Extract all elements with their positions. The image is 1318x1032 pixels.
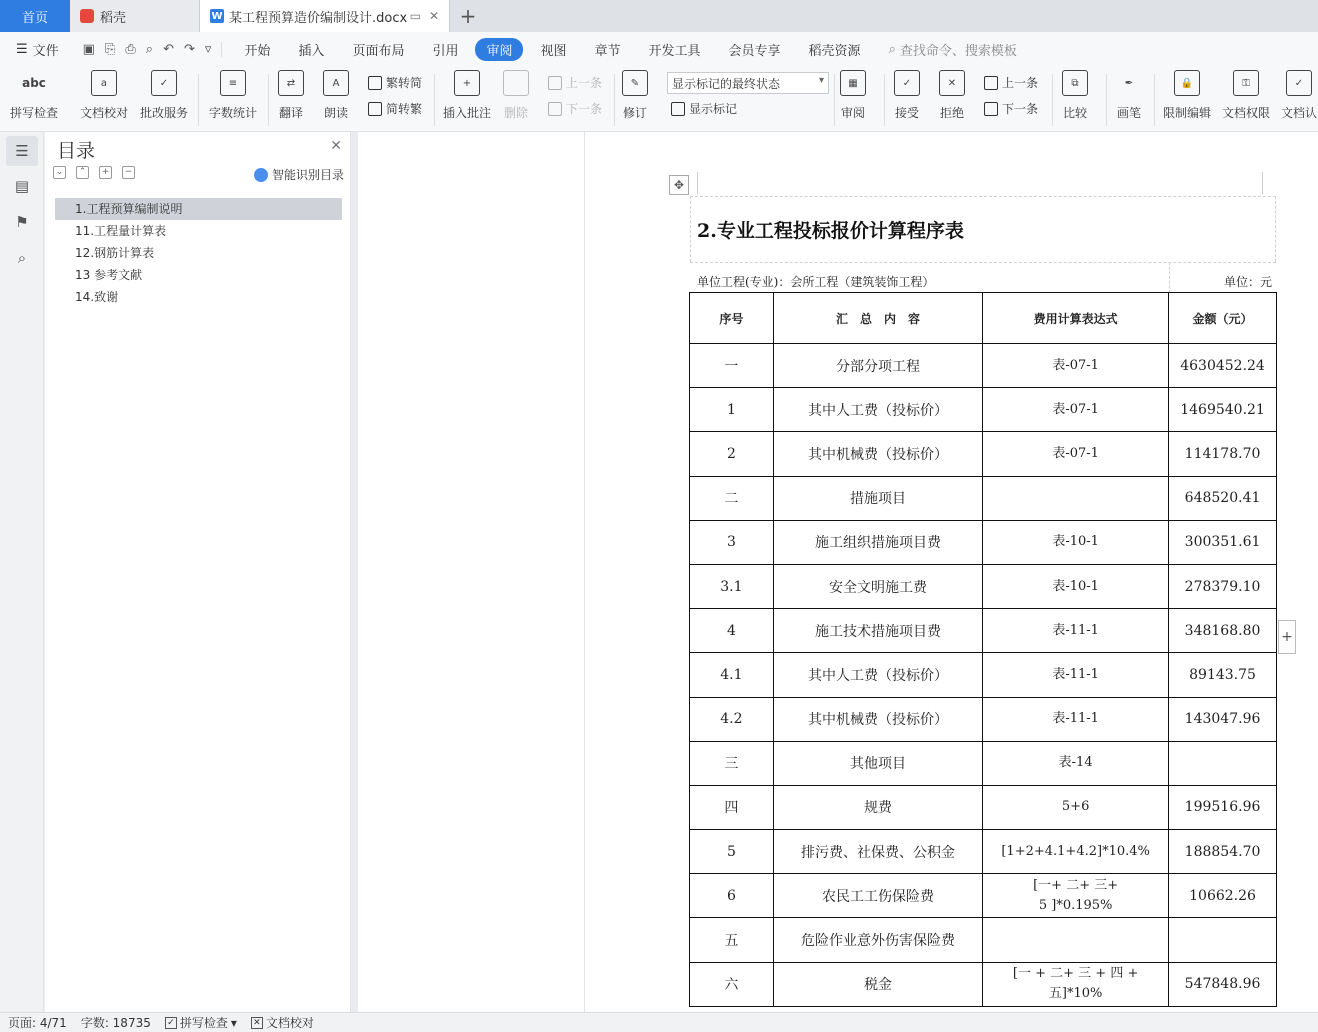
cell-amount[interactable]: 300351.61 xyxy=(1169,520,1277,564)
cell-index[interactable]: 6 xyxy=(690,874,774,918)
table-header-row xyxy=(690,293,1277,344)
prev-comment-label: 上一条 xyxy=(566,76,603,90)
table-row xyxy=(690,564,1277,608)
next-comment-icon xyxy=(548,102,562,116)
cell-amount[interactable]: 547848.96 xyxy=(1169,962,1277,1006)
cell-content[interactable]: 农民工工伤保险费 xyxy=(773,874,982,918)
col-header-amount: 金额（元） xyxy=(1169,293,1277,344)
smart-toc-button[interactable] xyxy=(254,166,344,183)
undo-icon[interactable]: ↶ xyxy=(163,41,174,57)
read-aloud-button[interactable] xyxy=(323,70,349,121)
read-aloud-label: 朗读 xyxy=(323,106,348,120)
expand-all-icon[interactable]: + xyxy=(99,166,112,179)
cell-index[interactable]: 2 xyxy=(690,432,774,476)
doc-permission-icon: ⚿ xyxy=(1233,70,1259,96)
cell-index[interactable]: 3.1 xyxy=(690,564,774,608)
cell-amount[interactable]: 188854.70 xyxy=(1169,830,1277,874)
cell-expression[interactable]: 表-10-1 xyxy=(983,564,1169,608)
status-bar xyxy=(0,1012,1318,1032)
chapter-nav-icon[interactable]: ▤ xyxy=(14,177,30,195)
revise-service-button[interactable] xyxy=(140,70,188,121)
review-ribbon xyxy=(0,66,1318,132)
unit-project-label: 单位工程(专业)：会所工程（建筑装饰工程） xyxy=(697,275,935,289)
revise-service-label: 批改服务 xyxy=(140,106,189,120)
table-row xyxy=(690,962,1277,1006)
tab-document-label: 某工程预算造价编制设计.docx xyxy=(229,10,408,26)
cell-content[interactable]: 其他项目 xyxy=(773,741,982,785)
cell-index[interactable]: 5 xyxy=(690,830,774,874)
table-row xyxy=(690,432,1277,476)
table-row xyxy=(690,918,1277,962)
insert-comment-icon: + xyxy=(454,70,480,96)
table-row xyxy=(690,609,1277,653)
left-nav-strip xyxy=(0,132,44,1012)
tab-home[interactable]: 首页 xyxy=(0,0,70,32)
quick-access-toolbar xyxy=(73,42,223,57)
cell-index[interactable]: 3 xyxy=(690,520,774,564)
compare-icon: ⧉ xyxy=(1062,70,1088,96)
table-row xyxy=(690,741,1277,785)
track-changes-button[interactable] xyxy=(622,70,648,121)
cell-content[interactable]: 施工组织措施项目费 xyxy=(773,520,982,564)
page-margin-area xyxy=(358,132,584,1012)
cell-content[interactable]: 其中机械费（投标价） xyxy=(773,432,982,476)
collapse-down-icon[interactable]: ⌄ xyxy=(53,166,66,179)
page-indicator[interactable]: 页面: 4/71 xyxy=(8,1016,67,1030)
hamburger-icon: ☰ xyxy=(16,41,28,57)
menu-member[interactable]: 会员专享 xyxy=(728,43,781,59)
menu-insert[interactable]: 插入 xyxy=(298,43,325,59)
spell-check-icon: abc xyxy=(22,76,46,90)
simp-to-trad-icon xyxy=(368,102,382,116)
accept-label: 接受 xyxy=(894,106,919,120)
cell-amount[interactable]: 143047.96 xyxy=(1169,697,1277,741)
insert-comment-button[interactable] xyxy=(443,70,491,121)
reject-icon: ✕ xyxy=(939,70,965,96)
review-pane-button[interactable] xyxy=(840,70,866,121)
toc-item[interactable]: 12.钢筋计算表 xyxy=(75,246,155,260)
show-markup-button[interactable] xyxy=(671,100,737,117)
table-row xyxy=(690,653,1277,697)
cell-amount[interactable]: 648520.41 xyxy=(1169,476,1277,520)
spell-check-button[interactable] xyxy=(10,70,58,121)
collapse-up-icon[interactable]: ⌃ xyxy=(76,166,89,179)
next-change-button[interactable] xyxy=(984,100,1038,117)
translate-label: 翻译 xyxy=(278,106,303,120)
cell-amount[interactable]: 199516.96 xyxy=(1169,785,1277,829)
word-doc-icon: W xyxy=(211,10,223,22)
cell-expression[interactable]: 表-11-1 xyxy=(983,653,1169,697)
reject-button[interactable] xyxy=(939,70,965,121)
toc-nav-icon[interactable]: ☰ xyxy=(6,136,38,166)
cell-amount[interactable]: 278379.10 xyxy=(1169,564,1277,608)
track-changes-icon: ✎ xyxy=(622,70,648,96)
close-icon[interactable]: ✕ xyxy=(330,138,342,154)
revise-service-icon: ✓ xyxy=(151,70,177,96)
cell-content[interactable]: 危险作业意外伤害保险费 xyxy=(773,918,982,962)
cell-index[interactable]: 二 xyxy=(690,476,774,520)
toc-title: 目录 xyxy=(57,140,96,162)
col-header-index: 序号 xyxy=(690,293,774,344)
cell-expression[interactable]: 表-07-1 xyxy=(983,344,1169,388)
cell-index[interactable]: 4 xyxy=(690,609,774,653)
cell-index[interactable]: 四 xyxy=(690,785,774,829)
restrict-edit-button[interactable] xyxy=(1163,70,1211,121)
cell-index[interactable]: 一 xyxy=(690,344,774,388)
accept-button[interactable] xyxy=(894,70,920,121)
menu-chapter[interactable]: 章节 xyxy=(594,43,621,59)
toc-list xyxy=(55,198,342,308)
cell-index[interactable]: 1 xyxy=(690,388,774,432)
cell-index[interactable]: 4.2 xyxy=(690,697,774,741)
bookmark-icon[interactable]: ⚑ xyxy=(15,213,29,231)
translate-button[interactable] xyxy=(278,70,304,121)
cell-amount[interactable]: 348168.80 xyxy=(1169,609,1277,653)
cell-amount[interactable]: 89143.75 xyxy=(1169,653,1277,697)
doc-permission-button[interactable] xyxy=(1222,70,1270,121)
doc-proof-icon: a xyxy=(91,70,117,96)
page-top-margin xyxy=(697,172,1263,194)
menu-daoke-resources[interactable]: 稻壳资源 xyxy=(808,43,861,59)
menu-review[interactable]: 审阅 xyxy=(475,38,523,61)
cell-amount[interactable]: 10662.26 xyxy=(1169,874,1277,918)
cell-expression[interactable]: [一 + 二+ 三 + 四 + 五]*10% xyxy=(983,962,1169,1006)
table-row xyxy=(690,520,1277,564)
cell-content[interactable]: 分部分项工程 xyxy=(773,344,982,388)
doc-cert-label: 文档认 xyxy=(1281,106,1318,120)
doc-permission-label: 文档权限 xyxy=(1222,106,1271,120)
reject-label: 拒绝 xyxy=(939,106,964,120)
cell-index[interactable]: 五 xyxy=(690,918,774,962)
col-header-content: 汇 总 内 容 xyxy=(773,293,982,344)
cell-amount[interactable] xyxy=(1169,741,1277,785)
delete-comment-label: 删除 xyxy=(503,106,528,120)
pen-icon: ✒ xyxy=(1124,77,1134,89)
pen-label: 画笔 xyxy=(1116,106,1141,120)
unit-label: 单位：元 xyxy=(1223,275,1272,289)
cell-content[interactable]: 措施项目 xyxy=(773,476,982,520)
table-row xyxy=(690,830,1277,874)
trad-to-simp-label: 繁转简 xyxy=(386,76,423,90)
compare-label: 比较 xyxy=(1062,106,1087,120)
next-comment-label: 下一条 xyxy=(566,102,603,116)
word-count-button[interactable] xyxy=(209,70,257,121)
unit-divider xyxy=(1169,262,1170,293)
review-pane-icon: ▦ xyxy=(840,70,866,96)
cell-index[interactable]: 三 xyxy=(690,741,774,785)
check-icon: ✓ xyxy=(165,1017,177,1029)
cell-index[interactable]: 六 xyxy=(690,962,774,1006)
save-icon[interactable]: ▣ xyxy=(82,41,95,57)
show-markup-label: 显示标记 xyxy=(689,102,738,116)
cell-content[interactable]: 规费 xyxy=(773,785,982,829)
table-row xyxy=(690,697,1277,741)
collapse-all-icon[interactable]: − xyxy=(122,166,135,179)
file-menu-label: 文件 xyxy=(32,43,59,59)
cell-content[interactable]: 其中人工费（投标价） xyxy=(773,388,982,432)
new-tab-button[interactable]: + xyxy=(459,4,477,28)
cell-amount[interactable]: 4630452.24 xyxy=(1169,344,1277,388)
menu-developer[interactable]: 开发工具 xyxy=(648,43,701,59)
toc-level-buttons xyxy=(53,166,135,179)
accept-icon: ✓ xyxy=(894,70,920,96)
toc-item[interactable]: 14.致谢 xyxy=(75,290,119,304)
cell-expression[interactable]: 表-10-1 xyxy=(983,520,1169,564)
cell-expression[interactable] xyxy=(983,476,1169,520)
cell-content[interactable]: 税金 xyxy=(773,962,982,1006)
command-search-placeholder: 查找命令、搜索模板 xyxy=(899,43,1017,59)
search-icon: ⌕ xyxy=(888,41,896,57)
prev-change-icon xyxy=(984,76,998,90)
toc-item[interactable]: 13 参考文献 xyxy=(75,268,143,282)
daoke-logo-icon xyxy=(80,9,94,23)
tab-daoke[interactable] xyxy=(70,0,200,32)
prev-change-label: 上一条 xyxy=(1002,76,1039,90)
menu-start[interactable]: 开始 xyxy=(244,43,271,59)
status-proof-label: 文档校对 xyxy=(265,1016,314,1030)
next-change-label: 下一条 xyxy=(1002,102,1039,116)
cell-index[interactable]: 4.1 xyxy=(690,653,774,697)
cell-expression[interactable]: [1+2+4.1+4.2]*10.4% xyxy=(983,830,1169,874)
cell-expression[interactable] xyxy=(983,918,1169,962)
status-doc-proof[interactable] xyxy=(251,1014,314,1031)
delete-comment-button[interactable] xyxy=(503,70,529,121)
review-pane-label: 审阅 xyxy=(840,106,865,120)
export-pdf-icon[interactable]: ⎘ xyxy=(104,41,116,57)
prev-comment-icon xyxy=(548,76,562,90)
find-icon[interactable]: ⌕ xyxy=(17,249,27,267)
chevron-down-icon: ▾ xyxy=(230,1015,237,1030)
spell-check-label: 拼写检查 xyxy=(10,106,59,120)
bid-calculation-table xyxy=(689,292,1277,1007)
table-row xyxy=(690,388,1277,432)
word-count-icon: ≡ xyxy=(220,70,246,96)
proof-icon: ✕ xyxy=(251,1017,263,1029)
tab-bar xyxy=(0,0,1318,32)
toc-item[interactable]: 11.工程量计算表 xyxy=(75,224,167,238)
cell-expression[interactable]: [一+ 二+ 三+ 5 ]*0.195% xyxy=(983,874,1169,918)
simp-to-trad-label: 简转繁 xyxy=(386,102,423,116)
cell-content[interactable]: 施工技术措施项目费 xyxy=(773,609,982,653)
cell-content[interactable]: 排污费、社保费、公积金 xyxy=(773,830,982,874)
cell-amount[interactable]: 1469540.21 xyxy=(1169,388,1277,432)
cell-amount[interactable] xyxy=(1169,918,1277,962)
simp-to-trad-button[interactable] xyxy=(368,100,422,117)
tab-daoke-label: 稻壳 xyxy=(100,10,127,26)
add-column-icon[interactable]: + xyxy=(1278,620,1296,654)
menu-view[interactable]: 视图 xyxy=(540,43,567,59)
document-heading: 2.专业工程投标报价计算程序表 xyxy=(697,220,964,242)
cell-content[interactable]: 安全文明施工费 xyxy=(773,564,982,608)
word-count-label: 字数统计 xyxy=(209,106,258,120)
prev-change-button[interactable] xyxy=(984,74,1038,91)
menu-page-layout[interactable]: 页面布局 xyxy=(352,43,405,59)
redo-icon[interactable]: ↷ xyxy=(183,41,195,57)
customize-icon[interactable]: ▿ xyxy=(204,41,212,57)
smart-toc-label: 智能识别目录 xyxy=(271,168,344,182)
doc-cert-icon: ✓ xyxy=(1286,70,1312,96)
track-changes-label: 修订 xyxy=(622,106,647,120)
doc-proof-label: 文档校对 xyxy=(80,106,129,120)
cell-expression[interactable]: 5+6 xyxy=(983,785,1169,829)
print-icon[interactable]: ⎙ xyxy=(125,41,136,57)
next-change-icon xyxy=(984,102,998,116)
delete-comment-icon xyxy=(503,70,529,96)
file-menu[interactable] xyxy=(0,40,73,59)
insert-comment-label: 插入批注 xyxy=(443,106,492,120)
cell-expression[interactable]: 表-07-1 xyxy=(983,432,1169,476)
trad-to-simp-icon xyxy=(368,76,382,90)
cell-content[interactable]: 其中人工费（投标价） xyxy=(773,653,982,697)
status-spell-label: 拼写检查 xyxy=(179,1016,228,1030)
table-row xyxy=(690,344,1277,388)
prev-comment-button[interactable] xyxy=(548,74,602,91)
col-header-expression: 费用计算表达式 xyxy=(983,293,1169,344)
print-preview-icon[interactable]: ⌕ xyxy=(145,41,154,57)
cell-expression[interactable]: 表-07-1 xyxy=(983,388,1169,432)
tab-document[interactable] xyxy=(200,0,450,32)
table-row xyxy=(690,874,1277,918)
table-row xyxy=(690,476,1277,520)
toc-panel xyxy=(45,132,351,1012)
show-markup-icon xyxy=(671,102,685,116)
restrict-edit-label: 限制编辑 xyxy=(1163,106,1212,120)
table-row xyxy=(690,785,1277,829)
doc-proof-button[interactable] xyxy=(80,70,128,121)
menu-references[interactable]: 引用 xyxy=(432,43,459,59)
menu-bar xyxy=(0,32,1318,66)
pen-button[interactable] xyxy=(1116,70,1142,121)
cell-content[interactable]: 其中机械费（投标价） xyxy=(773,697,982,741)
tab-pin-icon[interactable]: ▭ xyxy=(409,9,421,23)
read-aloud-icon: A xyxy=(323,70,349,96)
next-comment-button[interactable] xyxy=(548,100,602,117)
tab-close-icon[interactable]: ✕ xyxy=(428,9,439,23)
cell-amount[interactable]: 114178.70 xyxy=(1169,432,1277,476)
compare-button[interactable] xyxy=(1062,70,1088,121)
trad-to-simp-button[interactable] xyxy=(368,74,422,91)
smart-toc-icon xyxy=(254,168,268,182)
cell-expression[interactable]: 表-11-1 xyxy=(983,609,1169,653)
translate-icon: ⇄ xyxy=(278,70,304,96)
restrict-edit-icon: 🔒 xyxy=(1174,70,1200,96)
table-move-icon[interactable]: ✥ xyxy=(669,175,689,195)
cell-expression[interactable]: 表-11-1 xyxy=(983,697,1169,741)
status-spell-check[interactable] xyxy=(165,1014,237,1031)
toc-item[interactable]: 1.工程预算编制说明 xyxy=(55,198,342,220)
word-count-indicator[interactable]: 字数: 18735 xyxy=(80,1016,151,1030)
display-mode-select[interactable]: 显示标记的最终状态 ▾ xyxy=(667,72,829,94)
doc-cert-button[interactable] xyxy=(1281,70,1317,121)
command-search[interactable] xyxy=(889,40,1017,59)
cell-expression[interactable]: 表-14 xyxy=(983,741,1169,785)
